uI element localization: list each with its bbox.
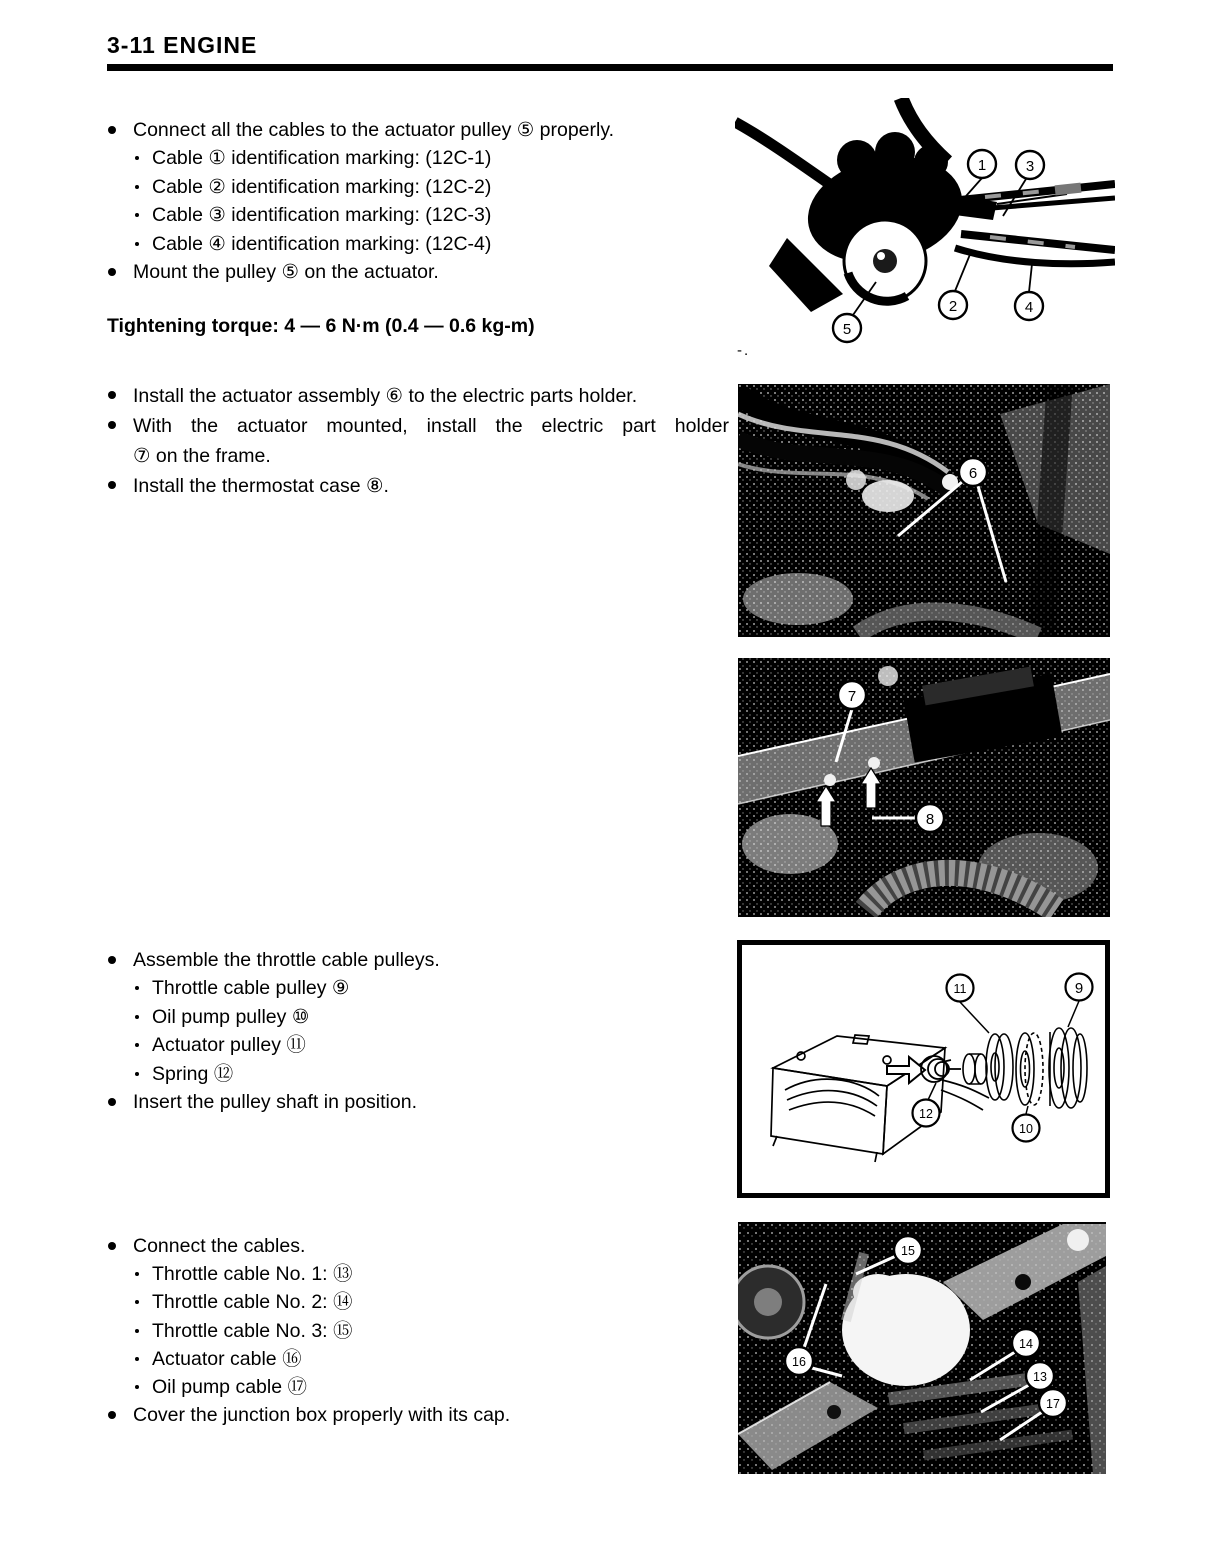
holder-thermostat-illustration xyxy=(738,658,1110,917)
instruction-text: With the actuator mounted, install the electric part holder xyxy=(133,415,729,437)
section-assemble-pulleys xyxy=(107,946,711,1116)
sub-bullet-marker xyxy=(135,156,139,160)
instruction-text: Install the thermostat case ⑧. xyxy=(133,475,389,497)
callout-8 xyxy=(916,804,944,832)
instruction-text: Throttle cable No. 1: ⑬ xyxy=(152,1263,353,1286)
callout-label: 12 xyxy=(919,1107,933,1121)
list-item xyxy=(107,411,729,441)
callout-label: 9 xyxy=(1074,980,1084,997)
instruction-text: Install the actuator assembly ⑥ to the electric parts holder. xyxy=(133,385,638,407)
actuator-cables-illustration xyxy=(735,98,1115,352)
list-item xyxy=(107,201,711,229)
sub-bullet-marker xyxy=(135,1272,139,1276)
callout-label: 10 xyxy=(1019,1122,1033,1136)
list-item xyxy=(107,1317,711,1345)
section-install-actuator xyxy=(107,381,729,501)
instruction-text: Cable ③ identification marking: (12C-3) xyxy=(152,204,492,227)
sub-bullet-marker xyxy=(135,1015,139,1019)
callout-label: 1 xyxy=(977,157,987,174)
callout-13 xyxy=(1026,1362,1054,1390)
instruction-text: Cable ② identification marking: (12C-2) xyxy=(152,175,492,198)
bullet-marker xyxy=(108,1242,116,1250)
list-item xyxy=(107,1401,711,1429)
list-item xyxy=(107,1345,711,1373)
list-item xyxy=(107,381,729,411)
figure-pulley-assembly-diagram xyxy=(737,940,1110,1203)
list-item xyxy=(107,1373,711,1401)
list-item xyxy=(107,974,711,1002)
instruction-text: Actuator cable ⑯ xyxy=(152,1347,302,1370)
list-item xyxy=(107,173,711,201)
pulley-assembly-illustration xyxy=(737,940,1110,1198)
instruction-text: Cover the junction box properly with its cap. xyxy=(133,1404,511,1427)
instruction-text: Connect all the cables to the actuator pulley ⑤ properly. xyxy=(133,119,615,141)
instruction-text: Oil pump pulley ⑩ xyxy=(152,1005,310,1028)
callout-2 xyxy=(939,291,967,319)
callout-11 xyxy=(947,975,974,1002)
figure-junction-box-photo xyxy=(738,1222,1106,1479)
instruction-text: Connect the cables. xyxy=(133,1235,306,1257)
callout-label: 15 xyxy=(901,1244,915,1258)
instruction-text: ⑦ on the frame. xyxy=(133,445,271,467)
sub-bullet-marker xyxy=(135,1072,139,1076)
callout-12 xyxy=(913,1100,940,1127)
callout-label: 11 xyxy=(953,982,967,996)
scan-artifact: -. xyxy=(737,342,751,359)
page-title: 3-11 ENGINE xyxy=(107,32,258,58)
callout-label: 14 xyxy=(1019,1337,1033,1351)
callout-label: 8 xyxy=(925,811,935,828)
instruction-text: Oil pump cable ⑰ xyxy=(152,1376,307,1399)
callout-6 xyxy=(959,458,987,486)
list-item xyxy=(107,1288,711,1316)
sub-bullet-marker xyxy=(135,1357,139,1361)
section-connect-pulley xyxy=(107,116,711,341)
sub-bullet-marker xyxy=(135,1385,139,1389)
list-item xyxy=(107,258,711,286)
instruction-text: Throttle cable No. 2: ⑭ xyxy=(152,1291,353,1314)
list-item xyxy=(107,1031,711,1059)
actuator-assembly-illustration xyxy=(738,384,1110,637)
instruction-text: Assemble the throttle cable pulleys. xyxy=(133,949,440,971)
list-item xyxy=(107,116,711,144)
instruction-text: Throttle cable pulley ⑨ xyxy=(152,977,350,1000)
list-item xyxy=(107,1003,711,1031)
list-item xyxy=(107,946,711,974)
callout-label: 13 xyxy=(1033,1370,1047,1384)
list-item xyxy=(107,230,711,258)
callout-7 xyxy=(838,681,866,709)
sub-bullet-marker xyxy=(135,1329,139,1333)
callout-14 xyxy=(1012,1329,1040,1357)
callout-5 xyxy=(833,314,861,342)
bullet-marker xyxy=(108,481,116,489)
callout-label: 3 xyxy=(1025,158,1035,175)
bullet-marker xyxy=(108,956,116,964)
bullet-marker xyxy=(108,1411,116,1419)
list-item xyxy=(107,1232,711,1260)
instruction-text: Cable ① identification marking: (12C-1) xyxy=(152,147,492,170)
callout-label: 7 xyxy=(847,688,857,705)
bullet-marker xyxy=(108,1098,116,1106)
instruction-text: Spring ⑫ xyxy=(152,1062,234,1085)
sub-bullet-marker xyxy=(135,1043,139,1047)
bullet-marker xyxy=(108,421,116,429)
figure-actuator-cables-photo xyxy=(735,98,1115,357)
section-connect-cables xyxy=(107,1232,711,1429)
sub-bullet-marker xyxy=(135,213,139,217)
pulley-shape xyxy=(844,220,926,302)
bullet-marker xyxy=(108,126,116,134)
callout-4 xyxy=(1015,292,1043,320)
list-item xyxy=(107,144,711,172)
callout-9 xyxy=(1066,974,1093,1001)
callout-label: 5 xyxy=(842,321,852,338)
header-rule xyxy=(107,64,1113,71)
callout-label: 6 xyxy=(968,465,978,482)
instruction-text: Insert the pulley shaft in position. xyxy=(133,1091,417,1114)
callout-15 xyxy=(894,1236,922,1264)
instruction-text: Actuator pulley ⑪ xyxy=(152,1034,306,1057)
callout-label: 4 xyxy=(1024,299,1034,316)
sub-bullet-marker xyxy=(135,1300,139,1304)
callout-label: 17 xyxy=(1046,1397,1060,1411)
list-item xyxy=(107,471,729,501)
instruction-text: Cable ④ identification marking: (12C-4) xyxy=(152,232,492,255)
instruction-text: Mount the pulley ⑤ on the actuator. xyxy=(133,261,439,284)
callout-17 xyxy=(1039,1389,1067,1417)
bullet-marker xyxy=(108,391,116,399)
callout-16 xyxy=(785,1347,813,1375)
callout-10 xyxy=(1013,1115,1040,1142)
callout-label: 16 xyxy=(792,1355,806,1369)
figure-actuator-assembly-photo xyxy=(738,384,1110,642)
figure-holder-thermostat-photo xyxy=(738,658,1110,922)
instruction-text: Throttle cable No. 3: ⑮ xyxy=(152,1319,353,1342)
callout-label: 2 xyxy=(948,298,958,315)
callout-1 xyxy=(968,150,996,178)
sub-bullet-marker xyxy=(135,185,139,189)
callout-3 xyxy=(1016,151,1044,179)
junction-box-illustration xyxy=(738,1222,1106,1474)
list-item xyxy=(107,1088,711,1116)
bullet-marker xyxy=(108,268,116,276)
sub-bullet-marker xyxy=(135,986,139,990)
sub-bullet-marker xyxy=(135,242,139,246)
list-item xyxy=(107,1260,711,1288)
list-item xyxy=(107,1060,711,1088)
torque-spec: Tightening torque: 4 — 6 N·m (0.4 — 0.6 kg-m) xyxy=(107,315,535,338)
cable-shapes xyxy=(955,184,1115,264)
